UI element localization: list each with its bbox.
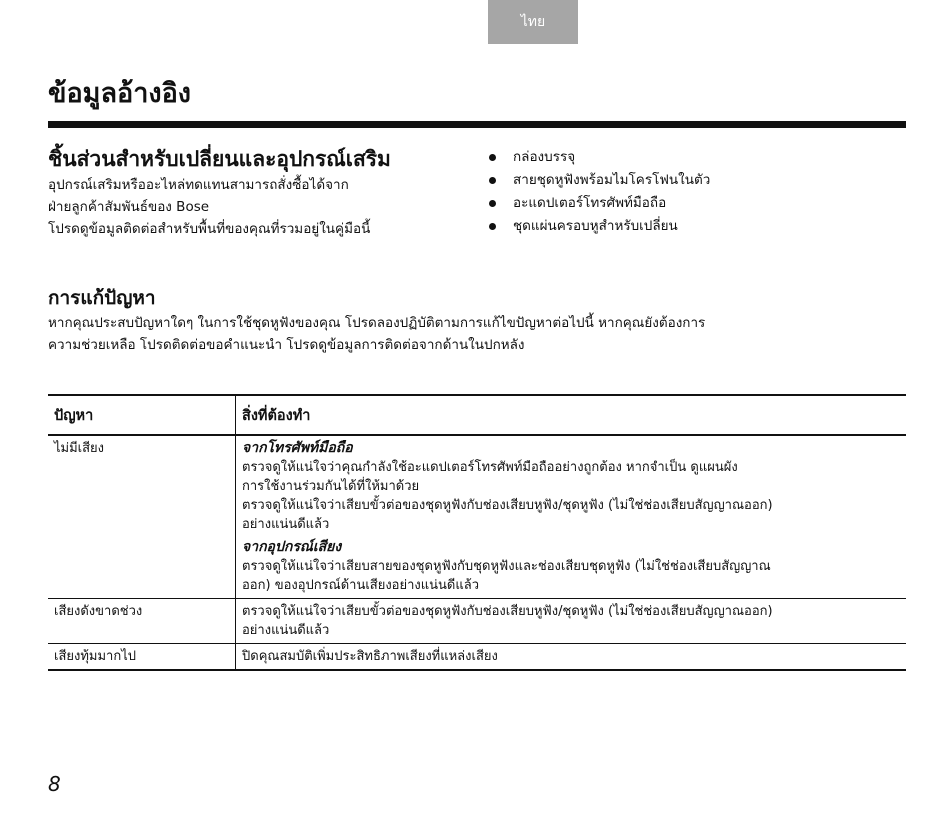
page-number: 8 (48, 772, 61, 796)
page-title: ข้อมูลอ้างอิง (48, 78, 191, 109)
language-tab: ไทย (488, 0, 578, 44)
bullet-icon (489, 177, 496, 184)
solution-line: การใช้งานร่วมกันได้ที่ให้มาด้วย (242, 479, 420, 494)
parts-item-label: อะแดปเตอร์โทรศัพท์มือถือ (513, 195, 667, 211)
solution-line: อย่างแน่นดีแล้ว (242, 517, 330, 532)
phone-solution (242, 439, 900, 534)
audio-subheading: จากอุปกรณ์เสียง (242, 539, 342, 555)
parts-description-line: อุปกรณ์เสริมหรืออะไหล่ทดแทนสามารถสั่งซื้อได้จาก (48, 177, 349, 193)
solution-line: อย่างแน่นดีแล้ว (242, 623, 330, 638)
solution-line: ตรวจดูให้แน่ใจว่าคุณกำลังใช้อะแดปเตอร์โทรศัพท์มือถืออย่างถูกต้อง หากจำเป็น ดูแผนผัง (242, 460, 738, 475)
troubleshooting-section-title: การแก้ปัญหา (48, 287, 156, 309)
parts-list-item (489, 215, 710, 238)
troubleshooting-intro-line: ความช่วยเหลือ โปรดติดต่อขอคำแนะนำ โปรดดูข้อมูลการติดต่อจากด้านในปกหลัง (48, 337, 525, 353)
parts-section-title: ชิ้นส่วนสำหรับเปลี่ยนและอุปกรณ์เสริม (48, 147, 391, 171)
problem-cell: เสียงดังขาดช่วง (48, 599, 236, 644)
title-divider (48, 121, 906, 128)
parts-list (489, 146, 710, 238)
solution-line: ตรวจดูให้แน่ใจว่าเสียบสายของชุดหูฟังกับชุดหูฟังและช่องเสียบชุดหูฟัง (ไม่ใช่ช่องเสียบสัญญาณ (242, 559, 771, 574)
bullet-icon (489, 200, 496, 207)
parts-description-line: โปรดดูข้อมูลติดต่อสำหรับพื้นที่ของคุณที่รวมอยู่ในคู่มือนี้ (48, 221, 371, 237)
parts-list-item (489, 146, 710, 169)
parts-item-label: สายชุดหูฟังพร้อมไมโครโฟนในตัว (513, 172, 711, 188)
solution-line: ตรวจดูให้แน่ใจว่าเสียบขั้วต่อของชุดหูฟังกับช่องเสียบหูฟัง/ชุดหูฟัง (ไม่ใช่ช่องเสียบสัญญาณออก) (242, 604, 773, 619)
action-cell (236, 435, 907, 599)
solution-line: ปิดคุณสมบัติเพิ่มประสิทธิภาพเสียงที่แหล่งเสียง (242, 649, 498, 664)
parts-description (48, 174, 468, 240)
table-row (48, 435, 906, 599)
action-cell (236, 644, 907, 671)
troubleshooting-table (48, 394, 906, 671)
table-row (48, 644, 906, 671)
parts-item-label: กล่องบรรจุ (513, 149, 576, 165)
bullet-icon (489, 154, 496, 161)
header-action: สิ่งที่ต้องทำ (236, 395, 907, 435)
table-header-row (48, 395, 906, 435)
problem-cell: เสียงทุ้มมากไป (48, 644, 236, 671)
troubleshooting-intro (48, 312, 908, 356)
parts-description-line: ฝ่ายลูกค้าสัมพันธ์ของ Bose (48, 199, 210, 215)
solution-line: ออก) ของอุปกรณ์ด้านเสียงอย่างแน่นดีแล้ว (242, 578, 479, 593)
parts-list-item (489, 169, 710, 192)
header-problem: ปัญหา (48, 395, 236, 435)
problem-cell: ไม่มีเสียง (48, 435, 236, 599)
audio-solution (242, 538, 900, 595)
bullet-icon (489, 223, 496, 230)
table-row (48, 599, 906, 644)
solution-line: ตรวจดูให้แน่ใจว่าเสียบขั้วต่อของชุดหูฟังกับช่องเสียบหูฟัง/ชุดหูฟัง (ไม่ใช่ช่องเสียบสัญญาณออก) (242, 498, 773, 513)
troubleshooting-intro-line: หากคุณประสบปัญหาใดๆ ในการใช้ชุดหูฟังของคุณ โปรดลองปฏิบัติตามการแก้ไขปัญหาต่อไปนี้ หากคุณยังต้องการ (48, 315, 706, 331)
parts-list-item (489, 192, 710, 215)
phone-subheading: จากโทรศัพท์มือถือ (242, 440, 353, 456)
parts-item-label: ชุดแผ่นครอบหูสำหรับเปลี่ยน (513, 218, 678, 234)
action-cell (236, 599, 907, 644)
